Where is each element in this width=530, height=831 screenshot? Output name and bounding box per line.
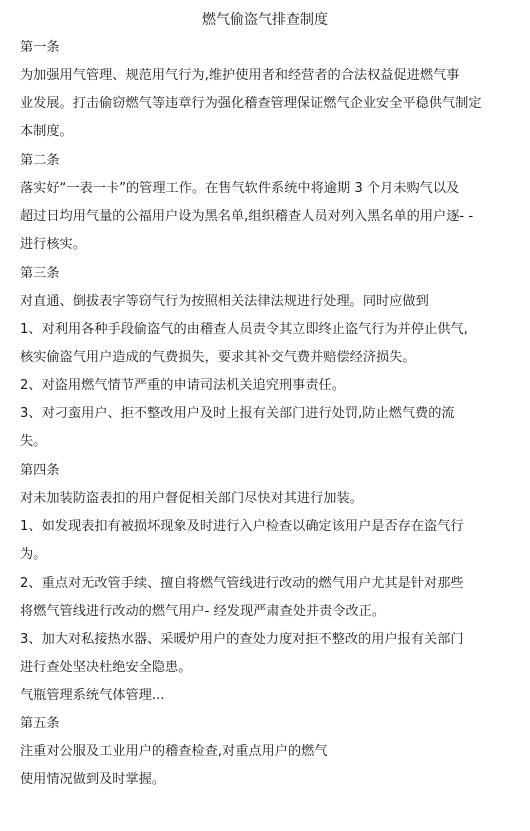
paragraph-line: 气瓶管理系统气体管理... [20, 688, 165, 703]
paragraph-line: 2、重点对无改管手续、擅自将燃气管线进行改动的燃气用户尤其是针对那些 [20, 576, 464, 591]
article-heading-3: 第三条 [20, 266, 60, 281]
paragraph-line: 落实好“一表一卡”的管理工作。在售气软件系统中将逾期 3 个月未购气以及 [20, 181, 460, 196]
paragraph-line: 3、加大对私接热水器、采暖炉用户的查处力度对拒不整改的用户报有关部门 [20, 632, 464, 647]
article-heading-1: 第一条 [20, 40, 60, 55]
paragraph-line: 将燃气管线进行改动的燃气用户- 经发现严肃查处并责令改正。 [20, 604, 386, 619]
paragraph-line: 业发展。打击偷窃燃气等违章行为强化稽查管理保证燃气企业安全平稳供气制定 [20, 96, 482, 111]
paragraph-line: 核实偷盗气用户造成的气费损失，要求其补交气费并赔偿经济损失。 [20, 350, 416, 365]
article-heading-5: 第五条 [20, 716, 60, 731]
paragraph-line: 1、如发现表扣有被损坏现象及时进行入户检查以确定该用户是否存在盗气行 [20, 519, 464, 534]
paragraph-line: 使用情况做到及时掌握。 [20, 772, 166, 787]
paragraph-line: 进行查处坚决杜绝安全隐患。 [20, 660, 192, 675]
paragraph-line: 对直通、倒拔表字等窃气行为按照相关法律法规进行处理。同时应做到 [20, 294, 429, 309]
paragraph-line: 1、对利用各种手段偷盗气的由稽查人员责令其立即终止盗气行为并停止供气, [20, 322, 468, 337]
paragraph-line: 本制度。 [20, 124, 73, 139]
article-heading-2: 第二条 [20, 153, 60, 168]
document-title: 燃气偷盗气排查制度 [202, 12, 328, 28]
paragraph-line: 进行核实。 [20, 237, 86, 252]
paragraph-line: 对未加装防盗表扣的用户督促相关部门尽快对其进行加装。 [20, 491, 363, 506]
paragraph-line: 超过日均用气量的公福用户设为黑名单,组织稽查人员对列入黑名单的用户逐- - [20, 209, 474, 224]
paragraph-line: 失。 [20, 434, 47, 449]
paragraph-line: 2、对盗用燃气情节严重的申请司法机关追究刑事责任。 [20, 378, 345, 393]
paragraph-line: 为加强用气管理、规范用气行为,维护使用者和经营者的合法权益促进燃气事 [20, 68, 460, 83]
paragraph-line: 为。 [20, 547, 47, 562]
article-heading-4: 第四条 [20, 463, 60, 478]
paragraph-line: 注重对公服及工业用户的稽查检查,对重点用户的燃气 [20, 744, 328, 759]
paragraph-line: 3、对刁蛮用户、拒不整改用户及时上报有关部门进行处罚,防止燃气费的流 [20, 406, 455, 421]
